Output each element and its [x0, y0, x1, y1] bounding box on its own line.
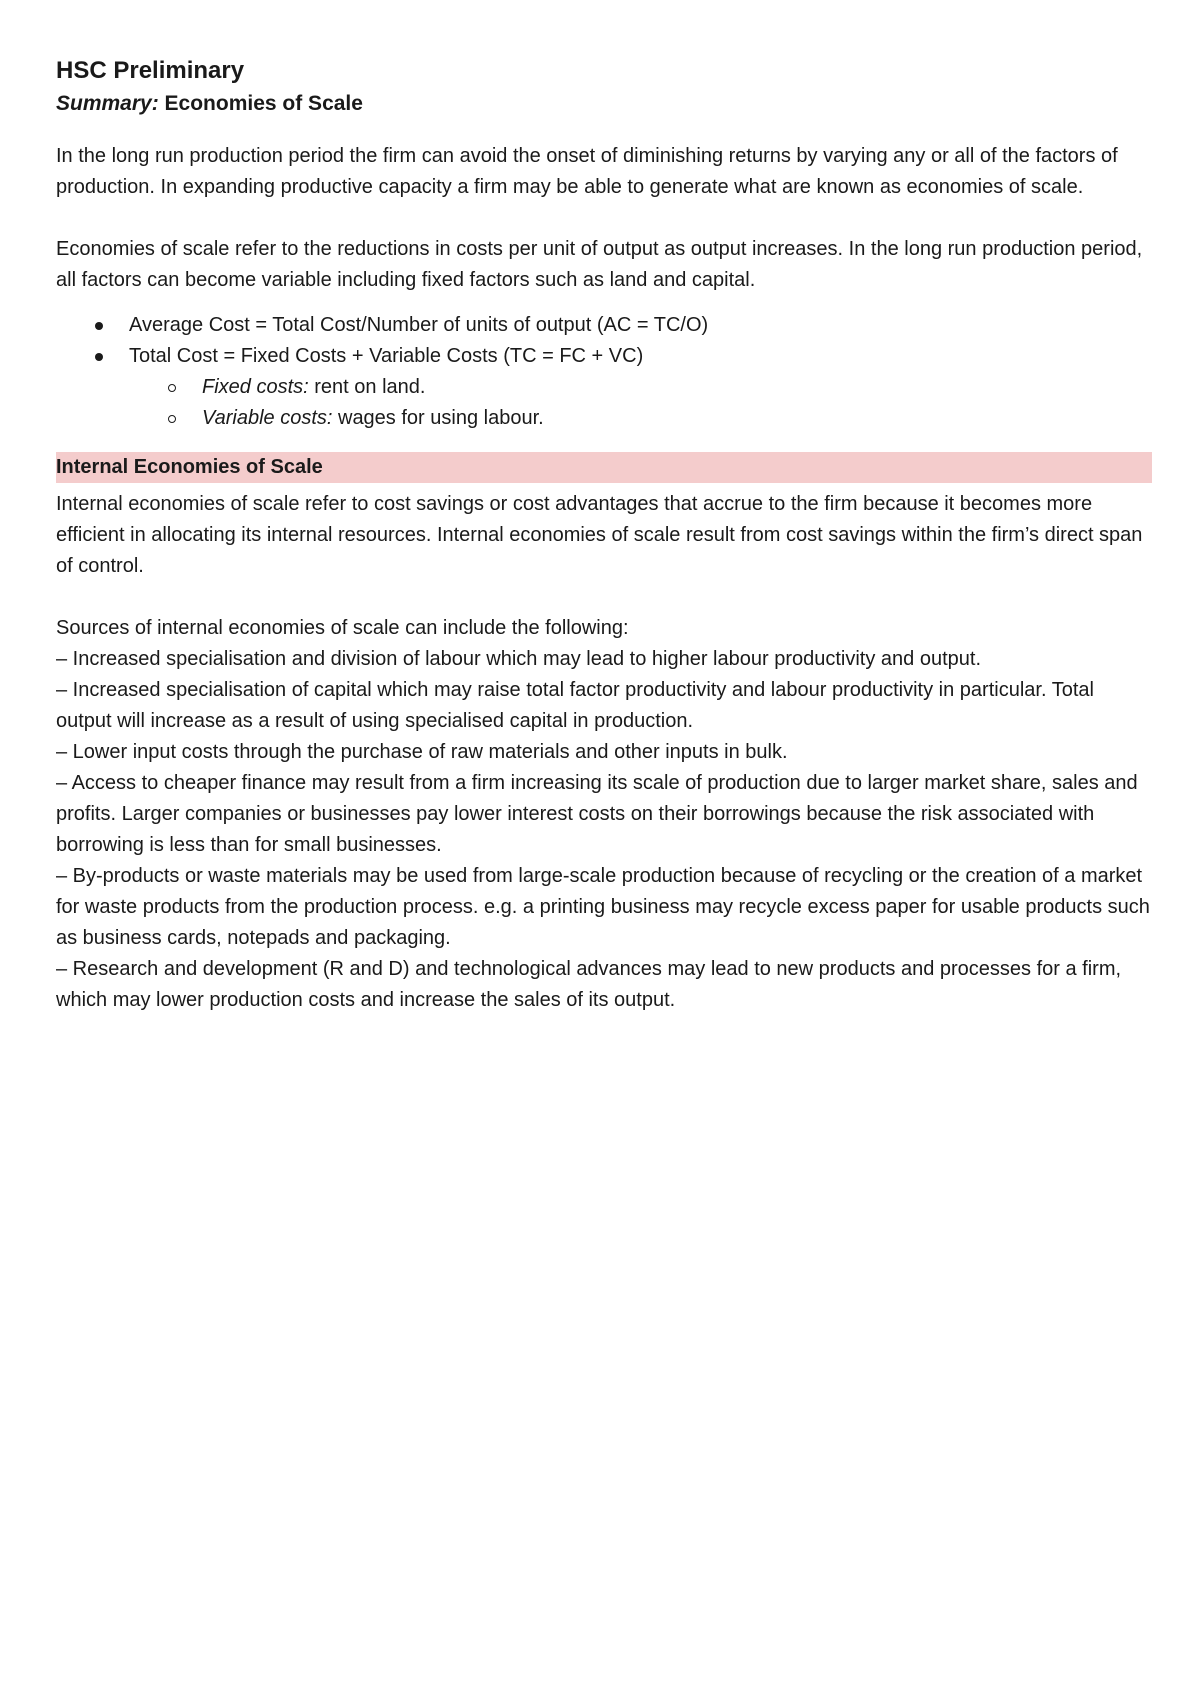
sources-intro: Sources of internal economies of scale can include the following:: [56, 617, 629, 639]
intro-paragraph: In the long run production period the firm can avoid the onset of diminishing returns by varying any or all of the factors of production. In expanding productive capacity a firm may be able to generate what are known as economies of scale.: [56, 145, 1118, 198]
formula-list: [56, 310, 1152, 434]
internal-economies-heading: Internal Economies of Scale: [56, 452, 1152, 483]
source-item: – By-products or waste materials may be used from large-scale production because of recycling or the creation of a market for waste products from the production process. e.g. a printing business may recycle excess paper for usable products such as business cards, notepads and packaging.: [56, 865, 1150, 949]
bullet-average-cost: Average Cost = Total Cost/Number of units of output (AC = TC/O): [56, 310, 1152, 341]
source-item: – Lower input costs through the purchase of raw materials and other inputs in bulk.: [56, 741, 788, 763]
bullet-total-cost: Total Cost = Fixed Costs + Variable Costs (TC = FC + VC): [56, 341, 1152, 372]
source-item: – Access to cheaper finance may result from a firm increasing its scale of production due to larger market share, sales and profits. Larger companies or businesses pay lower interest costs on their borrowings because the risk associated with borrowing is less than for small businesses.: [56, 772, 1138, 856]
paragraph-spacer: [56, 582, 1152, 613]
source-item: – Research and development (R and D) and technological advances may lead to new products and processes for a firm, which may lower production costs and increase the sales of its output.: [56, 958, 1122, 1011]
fixed-costs-text: rent on land.: [308, 376, 426, 398]
sub-bullet-fixed-costs: [56, 372, 1152, 403]
fixed-costs-label: Fixed costs:: [202, 376, 309, 398]
sub-bullet-variable-costs: [56, 403, 1152, 434]
variable-costs-label: Variable costs:: [202, 407, 333, 429]
document-title: HSC Preliminary: [56, 57, 245, 84]
document-page: [56, 54, 1152, 1016]
document-subtitle: [56, 88, 1152, 120]
internal-paragraph: Internal economies of scale refer to cost savings or cost advantages that accrue to the firm because it becomes more efficient in allocating its internal resources. Internal economies of scale result from cost savings within the firm’s direct span of control.: [56, 493, 1143, 577]
source-item: – Increased specialisation of capital which may raise total factor productivity and labour productivity in particular. Total output will increase as a result of using specialised capital in production.: [56, 679, 1094, 732]
definition-paragraph: Economies of scale refer to the reductions in costs per unit of output as output increases. In the long run production period, all factors can become variable including fixed factors such as land and capital.: [56, 238, 1143, 291]
paragraph-spacer: [56, 203, 1152, 234]
source-item: – Increased specialisation and division of labour which may lead to higher labour productivity and output.: [56, 648, 981, 670]
subtitle-label: Summary:: [56, 92, 159, 115]
variable-costs-text: wages for using labour.: [332, 407, 544, 429]
subtitle-text: Economies of Scale: [158, 92, 363, 115]
